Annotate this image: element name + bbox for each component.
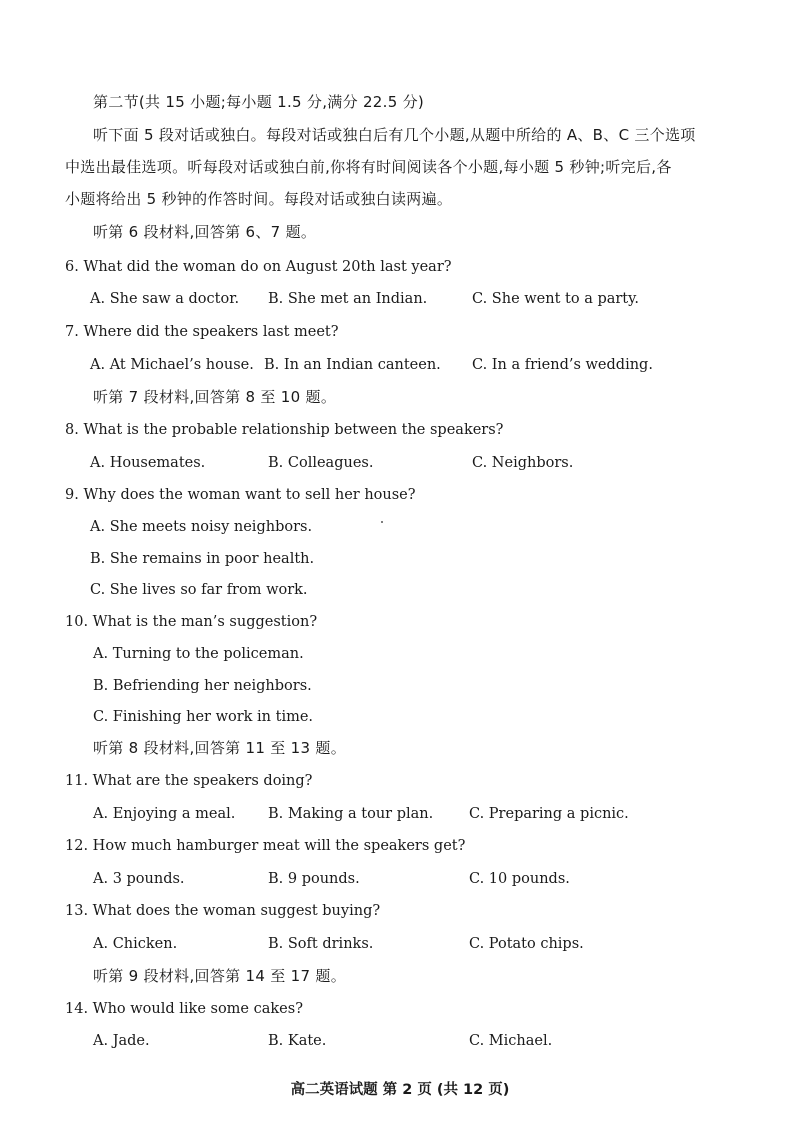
option-7c[interactable]: C. In a friend’s wedding. — [472, 357, 653, 373]
instruction-line-3: 小题将给出 5 秒钟的作答时间。每段对话或独白读两遍。 — [65, 190, 453, 208]
question-stem-10: 10. What is the man’s suggestion? — [65, 614, 318, 630]
question-stem-12: 12. How much hamburger meat will the speakers get? — [65, 838, 466, 854]
option-10c[interactable]: C. Finishing her work in time. — [93, 709, 314, 725]
page-footer: 高二英语试题 第 2 页 (共 12 页) — [290, 1082, 510, 1098]
question-stem-13: 13. What does the woman suggest buying? — [65, 903, 381, 919]
question-stem-6: 6. What did the woman do on August 20th last year? — [65, 259, 452, 275]
group-header-9: 听第 9 段材料,回答第 14 至 17 题。 — [93, 967, 346, 985]
option-8a[interactable]: A. Housemates. — [90, 455, 206, 471]
option-14b[interactable]: B. Kate. — [268, 1033, 327, 1049]
question-stem-8: 8. What is the probable relationship between the speakers? — [65, 422, 504, 438]
instruction-line-1: 听下面 5 段对话或独白。每段对话或独白后有几个小题,从题中所给的 A、B、C 三个选项 — [93, 126, 696, 144]
option-8b[interactable]: B. Colleagues. — [268, 455, 374, 471]
option-12c[interactable]: C. 10 pounds. — [469, 871, 570, 887]
option-12a[interactable]: A. 3 pounds. — [93, 871, 185, 887]
option-14c[interactable]: C. Michael. — [469, 1033, 553, 1049]
option-13a[interactable]: A. Chicken. — [93, 936, 178, 952]
question-stem-9: 9. Why does the woman want to sell her house? — [65, 487, 416, 503]
group-header-6: 听第 6 段材料,回答第 6、7 题。 — [93, 223, 317, 241]
option-11a[interactable]: A. Enjoying a meal. — [93, 806, 236, 822]
group-header-7: 听第 7 段材料,回答第 8 至 10 题。 — [93, 388, 337, 406]
option-7a[interactable]: A. At Michael’s house. — [90, 357, 254, 373]
option-14a[interactable]: A. Jade. — [93, 1033, 150, 1049]
group-header-8: 听第 8 段材料,回答第 11 至 13 题。 — [93, 739, 346, 757]
option-13b[interactable]: B. Soft drinks. — [268, 936, 374, 952]
question-stem-7: 7. Where did the speakers last meet? — [65, 324, 339, 340]
question-stem-11: 11. What are the speakers doing? — [65, 773, 313, 789]
option-11b[interactable]: B. Making a tour plan. — [268, 806, 434, 822]
option-6b[interactable]: B. She met an Indian. — [268, 291, 428, 307]
option-10a[interactable]: A. Turning to the policeman. — [93, 646, 304, 662]
option-6a[interactable]: A. She saw a doctor. — [90, 291, 240, 307]
option-11c[interactable]: C. Preparing a picnic. — [469, 806, 629, 822]
option-9a[interactable]: A. She meets noisy neighbors. — [90, 519, 313, 535]
option-10b[interactable]: B. Befriending her neighbors. — [93, 678, 312, 694]
option-9b[interactable]: B. She remains in poor health. — [90, 551, 315, 567]
option-13c[interactable]: C. Potato chips. — [469, 936, 584, 952]
option-6c[interactable]: C. She went to a party. — [472, 291, 640, 307]
option-12b[interactable]: B. 9 pounds. — [268, 871, 360, 887]
option-9c[interactable]: C. She lives so far from work. — [90, 582, 308, 598]
question-stem-14: 14. Who would like some cakes? — [65, 1001, 303, 1017]
section-title: 第二节(共 15 小题;每小题 1.5 分,满分 22.5 分) — [93, 93, 425, 111]
option-8c[interactable]: C. Neighbors. — [472, 455, 574, 471]
option-7b[interactable]: B. In an Indian canteen. — [264, 357, 441, 373]
scan-speck — [381, 521, 383, 523]
instruction-line-2: 中选出最佳选项。听每段对话或独白前,你将有时间阅读各个小题,每小题 5 秒钟;听完后,各 — [65, 158, 672, 176]
